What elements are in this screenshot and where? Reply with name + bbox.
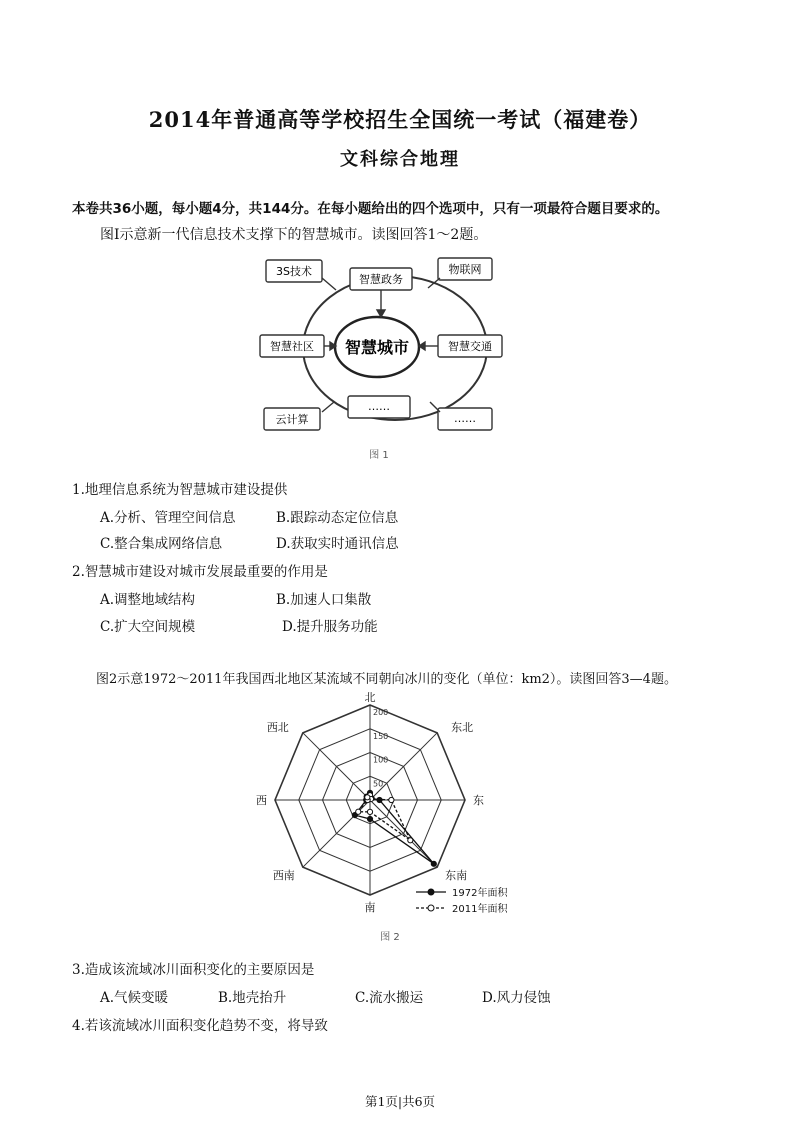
svg-text:物联网: 物联网 <box>448 263 482 276</box>
box-smart-transport <box>438 335 502 357</box>
box-smart-gov <box>350 268 412 290</box>
q1-option-a: A.分析、管理空间信息 <box>100 510 236 526</box>
q2-option-a: A.调整地域结构 <box>100 592 196 608</box>
q3-option-a: A.气候变暖 <box>100 990 169 1006</box>
center-label: 智慧城市 <box>344 338 410 357</box>
radar-category-label: 西南 <box>272 869 295 883</box>
legend-marker <box>428 889 434 895</box>
radar-data-point <box>408 838 413 843</box>
q2-option-c: C.扩大空间规模 <box>100 619 196 635</box>
svg-text:3S技术: 3S技术 <box>276 265 312 278</box>
q3-option-d: D.风力侵蚀 <box>482 990 551 1006</box>
box-cloud <box>264 408 320 430</box>
figure2-intro: 图2示意1972～2011年我国西北地区某流域不同朝向冰川的变化（单位：km2）。读图回答3—4题。 <box>96 672 677 687</box>
radar-category-label: 东北 <box>451 720 474 734</box>
question-1-stem: 1.地理信息系统为智慧城市建设提供 <box>72 482 288 498</box>
arrow-dots-right <box>430 402 440 412</box>
figure1-intro: 图Ⅰ示意新一代信息技术支撑下的智慧城市。读图回答1～2题。 <box>100 227 488 243</box>
radar-tick-label: 200 <box>373 708 389 717</box>
radar-tick-label: 150 <box>373 731 389 741</box>
instructions: 本卷共36小题，每小题4分，共144分。在每小题给出的四个选项中，只有一项最符合题目要求的。 <box>72 201 669 217</box>
question-2-stem: 2.智慧城市建设对城市发展最重要的作用是 <box>72 564 328 580</box>
q2-option-d: D.提升服务功能 <box>282 619 378 635</box>
legend-marker <box>428 905 434 911</box>
svg-text:智慧社区: 智慧社区 <box>270 340 314 353</box>
radar-category-label: 东 <box>473 794 484 807</box>
q1-option-d: D.获取实时通讯信息 <box>276 536 399 552</box>
q1-option-c: C.整合集成网络信息 <box>100 536 223 552</box>
page-subtitle: 文科综合地理 <box>340 149 460 170</box>
arrow-iot <box>428 278 440 288</box>
figure2-caption: 图 2 <box>380 932 400 943</box>
box-dots-bottom <box>348 396 410 418</box>
question-4-stem: 4.若该流域冰川面积变化趋势不变，将导致 <box>72 1018 328 1034</box>
figure1-caption: 图 1 <box>369 450 389 461</box>
glacier-radar-chart <box>250 690 550 950</box>
radar-data-point <box>367 816 372 821</box>
radar-data-point <box>431 861 436 866</box>
radar-category-label: 西北 <box>266 720 289 734</box>
q1-option-b: B.跟踪动态定位信息 <box>276 510 399 526</box>
q3-option-c: C.流水搬运 <box>355 990 424 1006</box>
page-title: 2014年普通高等学校招生全国统一考试（福建卷） <box>148 107 652 132</box>
radar-data-point <box>367 809 372 814</box>
legend-label: 1972年面积 <box>452 888 508 899</box>
radar-tick-label: 100 <box>373 755 389 765</box>
radar-category-label: 南 <box>364 901 376 914</box>
legend-label: 2011年面积 <box>452 904 508 915</box>
arrow-3s <box>322 278 336 290</box>
radar-data-point <box>356 809 361 814</box>
page-footer: 第1页|共6页 <box>364 1094 436 1109</box>
box-3s-tech <box>266 260 322 282</box>
radar-category-label: 西 <box>256 794 267 807</box>
radar-category-label: 北 <box>364 691 376 704</box>
svg-text:……: …… <box>454 412 476 425</box>
svg-text:智慧交通: 智慧交通 <box>448 340 492 353</box>
q2-option-b: B.加速人口集散 <box>276 592 372 608</box>
smart-city-diagram <box>250 250 550 470</box>
box-dots-right <box>438 408 492 430</box>
radar-data-point <box>389 797 394 802</box>
radar-tick-label: 50 <box>373 779 384 789</box>
radar-data-point <box>365 795 370 800</box>
svg-text:智慧政务: 智慧政务 <box>359 273 403 286</box>
box-iot <box>438 258 492 280</box>
q3-option-b: B.地壳抬升 <box>218 990 287 1006</box>
question-3-stem: 3.造成该流域冰川面积变化的主要原因是 <box>72 962 315 978</box>
box-smart-community <box>260 335 324 357</box>
arrow-cloud <box>322 402 334 412</box>
svg-text:云计算: 云计算 <box>275 413 309 426</box>
svg-text:……: …… <box>368 400 390 413</box>
radar-category-label: 东南 <box>445 869 468 883</box>
